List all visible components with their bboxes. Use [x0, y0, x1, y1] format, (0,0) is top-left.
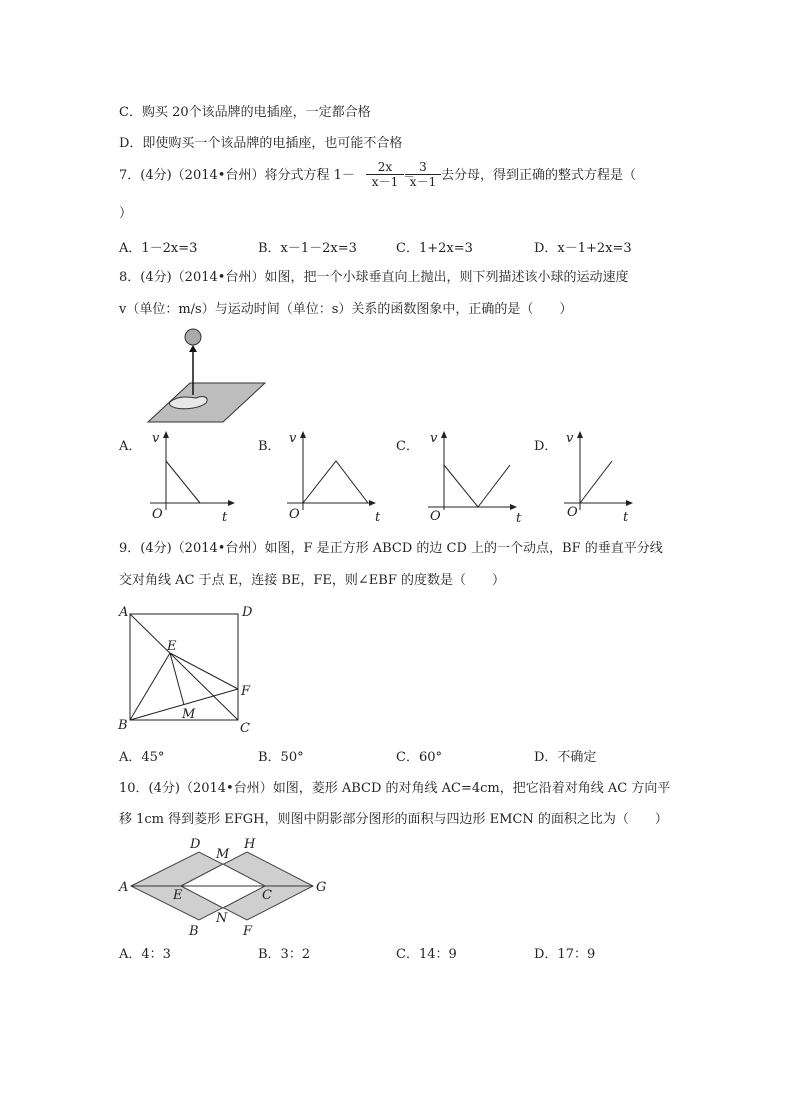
point-a-label: A — [119, 880, 129, 895]
q8-option-c: C． — [396, 439, 419, 454]
point-e-label: E — [173, 888, 183, 903]
q10-option-d: D．17：9 — [534, 947, 596, 962]
q8-stem-line1: 8．(4分)（2014•台州）如图，把一个小球垂直向上抛出，则下列描述该小球的运动速度 — [119, 270, 629, 285]
q9-stem-line1: 9．(4分)（2014•台州）如图，F 是正方形 ABCD 的边 CD 上的一个动点，BF 的垂直平分线 — [119, 541, 663, 556]
point-b-label: B — [189, 924, 199, 939]
q8-option-a: A． — [119, 439, 142, 454]
graph-a-v-label: v — [152, 431, 160, 446]
graph-a-t-label: t — [222, 510, 228, 525]
graph-d-t-label: t — [623, 510, 629, 525]
point-e-label: E — [167, 639, 177, 654]
q10-option-b: B．3：2 — [258, 947, 311, 962]
q10-stem-line1: 10．(4分)（2014•台州）如图，菱形 ABCD 的对角线 AC=4cm，把它沿着对角线 AC 方向平 — [119, 781, 671, 796]
graph-c-origin-label: O — [430, 509, 441, 524]
point-m-label: M — [182, 707, 196, 722]
point-a-label: A — [119, 605, 129, 620]
q7-denominator-2: x－1 — [409, 175, 437, 189]
q7-paren-close: ） — [119, 206, 133, 221]
q6-option-d: D．即使购买一个该品牌的电插座，也可能不合格 — [119, 136, 403, 151]
point-m-label: M — [216, 847, 230, 862]
graph-c-v-label: v — [430, 431, 438, 446]
point-d-label: D — [190, 837, 201, 852]
point-h-label: H — [244, 837, 256, 852]
point-d-label: D — [242, 605, 253, 620]
q10-option-a: A．4：3 — [119, 947, 171, 962]
q9-stem-line2: 交对角线 AC 于点 E，连接 BE，FE，则∠EBF 的度数是（ ） — [119, 573, 505, 588]
point-f-label: F — [243, 924, 253, 939]
q9-option-a: A．45° — [119, 750, 165, 765]
q10-stem-line2: 移 1cm 得到菱形 EFGH，则图中阴影部分图形的面积与四边形 EMCN 的面积之比为（ ） — [119, 812, 668, 827]
graph-b-origin-label: O — [289, 507, 300, 522]
graph-d-origin-label: O — [567, 505, 578, 520]
q8-option-b: B． — [258, 439, 281, 454]
q7-option-b: B．x－1－2x=3 — [258, 241, 357, 256]
point-g-label: G — [316, 880, 327, 895]
q7-option-d: D．x－1+2x=3 — [534, 241, 632, 256]
point-c-label: C — [240, 721, 250, 736]
q7-numerator-1: 2x — [366, 160, 404, 175]
q6-option-c: C．购买 20个该品牌的电插座，一定都合格 — [119, 105, 371, 120]
q9-option-d: D．不确定 — [534, 750, 597, 765]
point-n-label: N — [216, 911, 228, 926]
q8-option-d: D． — [534, 439, 558, 454]
q7-equals: ＝ — [403, 169, 416, 183]
q7-denominator-1: x－1 — [371, 175, 399, 189]
point-f-label: F — [241, 684, 251, 699]
q10-option-c: C．14：9 — [396, 947, 457, 962]
q7-stem-end: 去分母，得到正确的整式方程是（ — [441, 168, 637, 183]
graph-b-v-label: v — [289, 431, 297, 446]
graph-a-origin-label: O — [152, 507, 163, 522]
q7-option-a: A．1－2x=3 — [119, 241, 198, 256]
point-b-label: B — [118, 718, 128, 733]
q8-stem-line2: v（单位：m/s）与运动时间（单位：s）关系的函数图象中，正确的是（ ） — [119, 302, 573, 317]
graph-b-t-label: t — [375, 510, 381, 525]
q7-option-c: C．1+2x=3 — [396, 241, 473, 256]
graph-c-t-label: t — [516, 511, 522, 526]
q7-stem-start: 7．(4分)（2014•台州）将分式方程 1－ — [119, 168, 355, 183]
q9-option-b: B．50° — [258, 750, 304, 765]
point-c-label: C — [262, 888, 272, 903]
graph-d-v-label: v — [566, 431, 574, 446]
q9-option-c: C．60° — [396, 750, 442, 765]
q7-numerator-2: 3 — [405, 160, 441, 175]
